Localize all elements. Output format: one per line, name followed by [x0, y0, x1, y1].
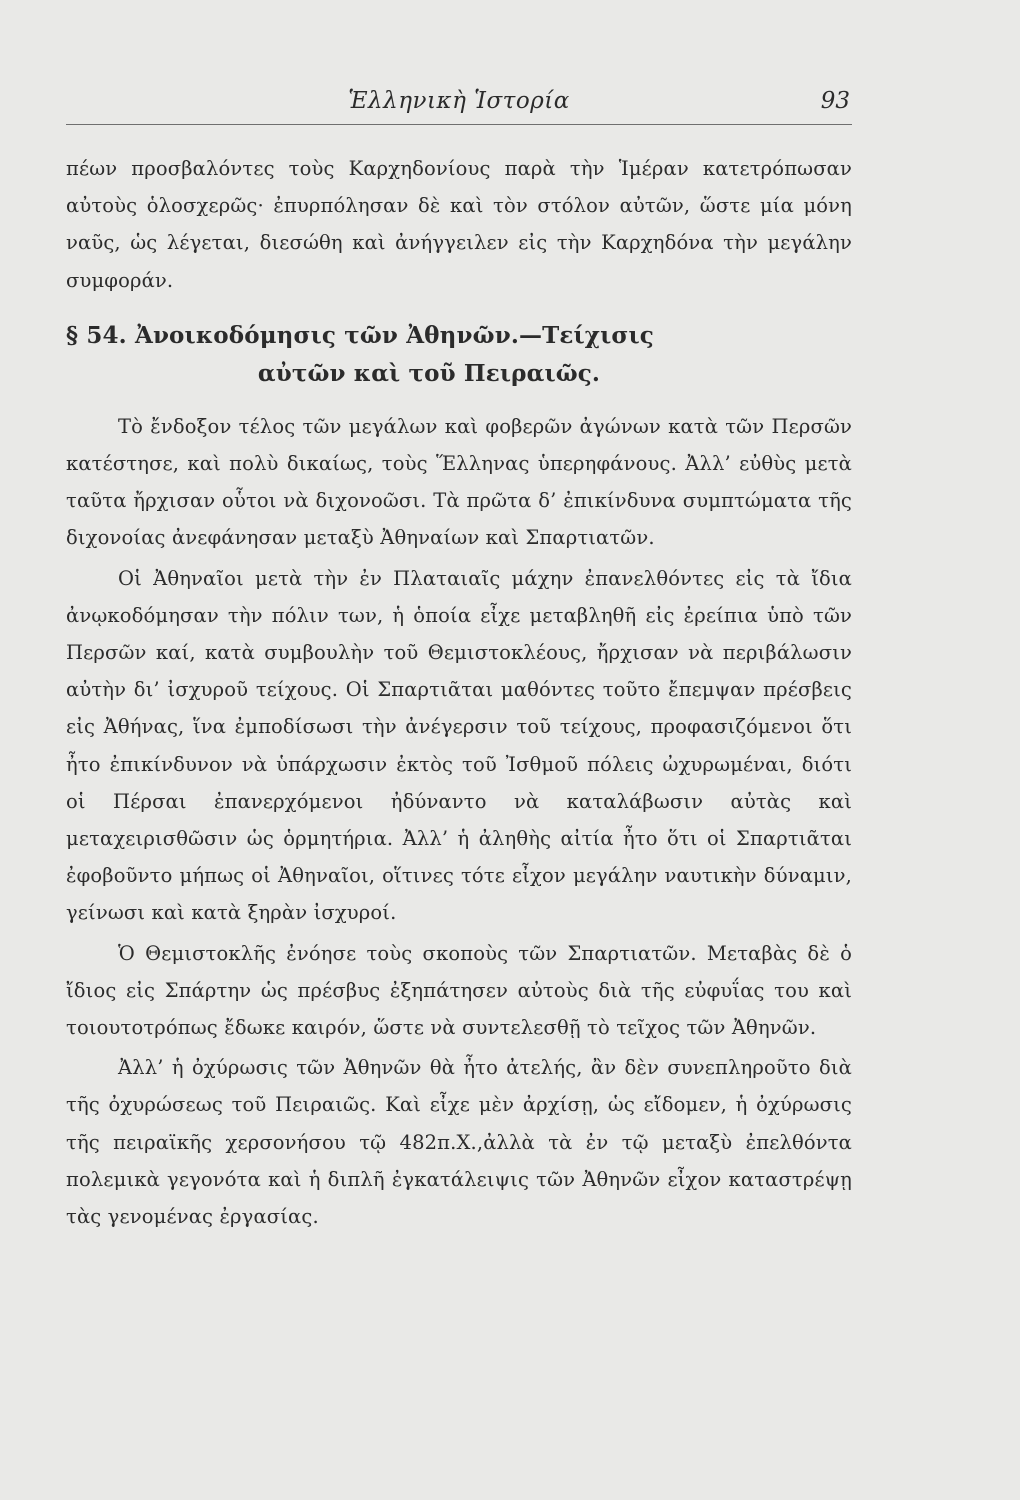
- paragraph: Ὁ Θεμιστοκλῆς ἐνόησε τοὺς σκοποὺς τῶν Σπαρτιατῶν. Μεταβὰς δὲ ὁ ἴδιος εἰς Σπάρτην ὡς πρέσβυς ἐξηπάτησεν αὐτοὺς διὰ τῆς εὐφυΐας του καὶ τοιουτοτρόπως ἔδωκε καιρόν, ὥστε νὰ συντελεσθῇ τὸ τεῖχος τῶν Ἀθηνῶν.: [66, 941, 852, 1040]
- page-header: [66, 78, 852, 125]
- paragraph: Ἀλλ’ ἡ ὀχύρωσις τῶν Ἀθηνῶν θὰ ἦτο ἀτελής, ἂν δὲν συνεπληροῦτο διὰ τῆς ὀχυρώσεως τοῦ Πειραιῶς. Καὶ εἶχε μὲν ἀρχίσῃ, ὡς εἴδομεν, ἡ ὀχύρωσις τῆς πειραϊκῆς χερσονήσου τῷ 482π.Χ.,ἀλλὰ τὰ ἐν τῷ μεταξὺ ἐπελθόντα πολεμικὰ γεγονότα καὶ ἡ διπλῆ ἐγκατάλειψις τῶν Ἀθηνῶν εἶχον καταστρέψῃ τὰς γενομένας ἐργασίας.: [66, 1056, 852, 1229]
- paragraph: Τὸ ἔνδοξον τέλος τῶν μεγάλων καὶ φοβερῶν ἀγώνων κατὰ τῶν Περσῶν κατέστησε, καὶ πολὺ δικαίως, τοὺς Ἕλληνας ὑπερηφάνους. Ἀλλ’ εὐθὺς μετὰ ταῦτα ἤρχισαν οὗτοι νὰ διχονοῶσι. Τὰ πρῶτα δ’ ἐπικίνδυνα συμπτώματα τῆς διχονοίας ἀνεφάνησαν μεταξὺ Ἀθηναίων καὶ Σπαρτιατῶν.: [66, 414, 852, 550]
- paragraph-continued: πέων προσβαλόντες τοὺς Καρχηδονίους παρὰ τὴν Ἱμέραν κατετρόπωσαν αὐτοὺς ὁλοσχερῶς· ἐπυρπόλησαν δὲ καὶ τὸν στόλον αὐτῶν, ὥστε μία μόνη ναῦς, ὡς λέγεται, διεσώθη καὶ ἀνήγγειλεν εἰς τὴν Καρχηδόνα τὴν μεγάλην συμφοράν.: [66, 157, 852, 292]
- section-heading-line-2: αὐτῶν καὶ τοῦ Πειραιῶς.: [257, 359, 601, 387]
- running-title: Ἑλληνικὴ Ἱστορία: [348, 88, 570, 114]
- page-body: [66, 150, 852, 1235]
- section-heading: [66, 317, 852, 393]
- section-heading-line-1: § 54. Ἀνοικοδόμησις τῶν Ἀθηνῶν.—Τείχισις: [66, 321, 654, 349]
- page-number: 93: [820, 88, 850, 114]
- paragraph: Οἱ Ἀθηναῖοι μετὰ τὴν ἐν Πλαταιαῖς μάχην ἐπανελθόντες εἰς τὰ ἴδια ἀνῳκοδόμησαν τὴν πόλιν των, ἡ ὁποία εἶχε μεταβληθῆ εἰς ἐρείπια ὑπὸ τῶν Περσῶν καί, κατὰ συμβουλὴν τοῦ Θεμιστοκλέους, ἤρχισαν νὰ περιβάλωσιν αὐτὴν δι’ ἰσχυροῦ τείχους. Οἱ Σπαρτιᾶται μαθόντες τοῦτο ἔπεμψαν πρέσβεις εἰς Ἀθήνας, ἵνα ἐμποδίσωσι τὴν ἀνέγερσιν τοῦ τείχους, προφασιζόμενοι ὅτι ἦτο ἐπικίνδυνον νὰ ὑπάρχωσιν ἐκτὸς τοῦ Ἰσθμοῦ πόλεις ὠχυρωμέναι, διότι οἱ Πέρσαι ἐπανερχόμενοι ἠδύναντο νὰ καταλάβωσιν αὐτὰς καὶ μεταχειρισθῶσιν ὡς ὁρμητήρια. Ἀλλ’ ἡ ἀληθὴς αἰτία ἦτο ὅτι οἱ Σπαρτιᾶται ἐφοβοῦντο μήπως οἱ Ἀθηναῖοι, οἵτινες τότε εἶχον μεγάλην ναυτικὴν δύναμιν, γείνωσι καὶ κατὰ ξηρὰν ἰσχυροί.: [66, 566, 852, 925]
